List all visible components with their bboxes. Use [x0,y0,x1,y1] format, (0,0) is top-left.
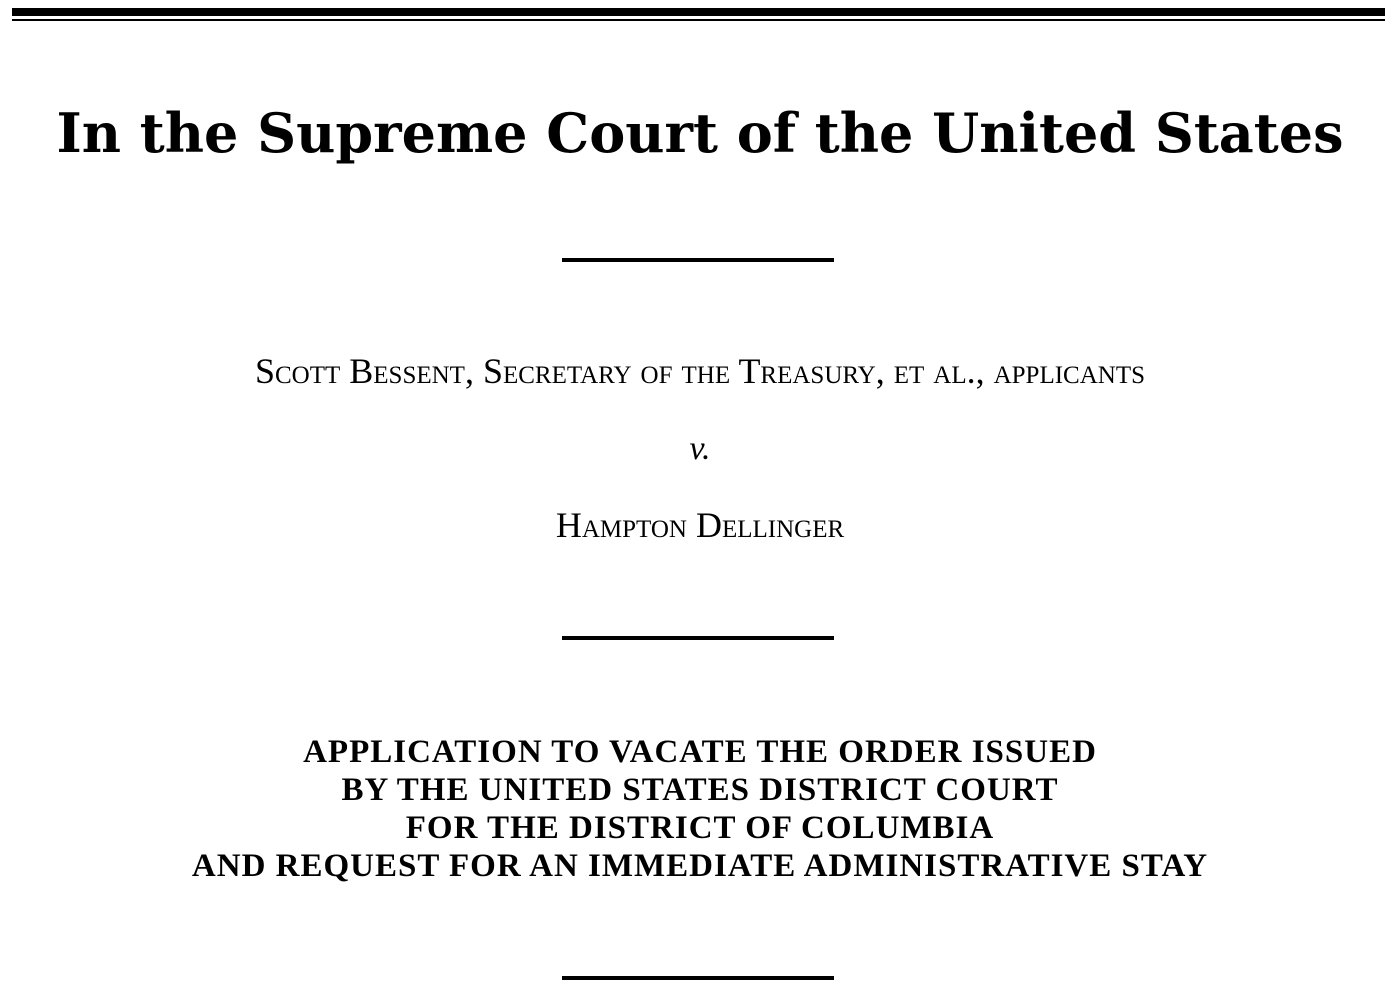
applicants-caption: Scott Bessent, Secretary of the Treasury, et al., applicants [254,351,1146,391]
top-border-thick-rule [12,8,1385,16]
application-title-line: BY THE UNITED STATES DISTRICT COURT [341,772,1059,808]
respondent-caption: Hampton Dellinger [555,505,845,545]
court-title: In the Supreme Court of the United States [56,101,1344,165]
section-divider [562,258,834,262]
application-title [0,733,1400,885]
section-divider [562,636,834,640]
versus-label: v. [689,430,711,467]
application-title-line: AND REQUEST FOR AN IMMEDIATE ADMINISTRATIVE STAY [191,848,1209,884]
application-title-line: APPLICATION TO VACATE THE ORDER ISSUED [303,734,1097,770]
top-border-thin-rule [12,19,1385,21]
application-title-line: FOR THE DISTRICT OF COLUMBIA [405,810,995,846]
section-divider [562,976,834,980]
